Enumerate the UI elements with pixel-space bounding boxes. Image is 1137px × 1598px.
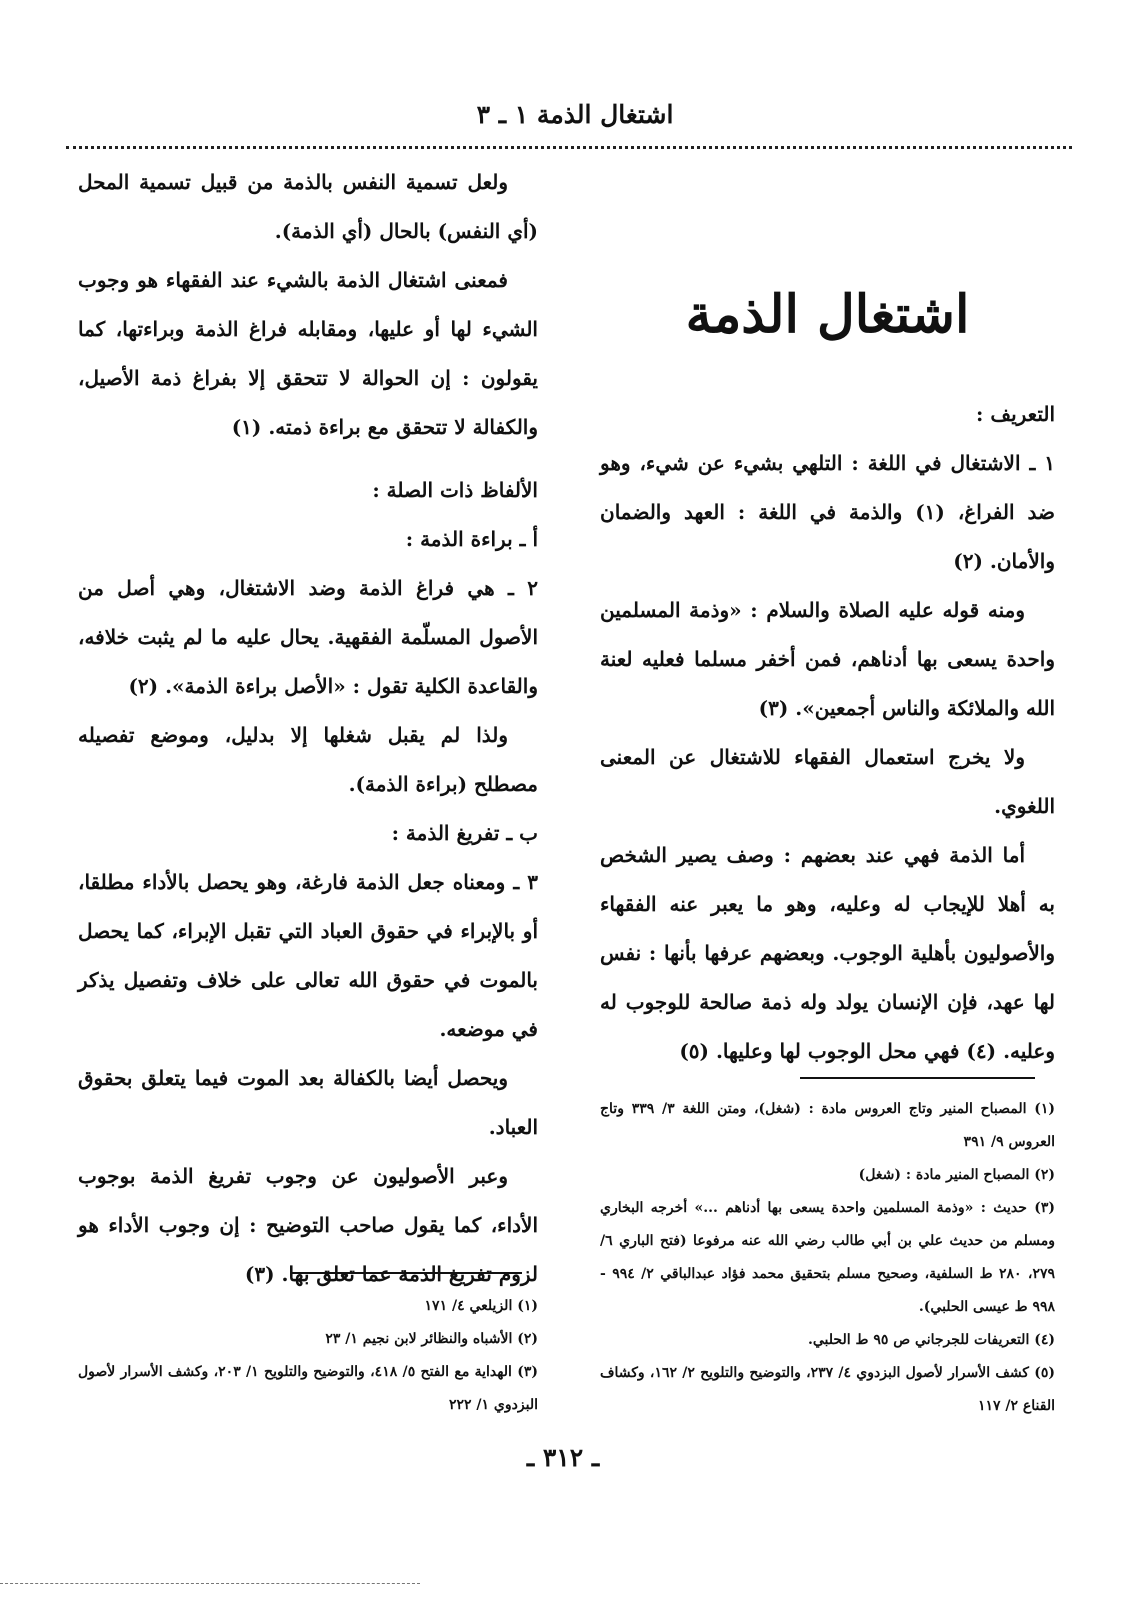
footnote-item: (٤) التعريفات للجرجاني ص ٩٥ ط الحلبي. xyxy=(808,1332,1055,1348)
tafrigh-paragraph: ويحصل أيضا بالكفالة بعد الموت فيما يتعلق بحقوق العباد. xyxy=(78,1066,538,1139)
right-footnote-divider xyxy=(800,1077,1035,1079)
page-number: ـ ٣١٢ ـ xyxy=(526,1443,600,1472)
left-footnote-divider xyxy=(292,1272,522,1274)
footnote-item: (٢) المصباح المنير مادة : (شغل) xyxy=(858,1167,1055,1183)
footnote-item: (١) الزيلعي ٤/ ١٧١ xyxy=(424,1298,538,1314)
naming-paragraph: ولعل تسمية النفس بالذمة من قبيل تسمية المحل (أي النفس) بالحال (أي الذمة). xyxy=(78,170,538,243)
footnote-item: (٢) الأشباه والنظائر لابن نجيم ١/ ٢٣ xyxy=(325,1331,538,1347)
tafrigh-paragraph: ٣ ـ ومعناه جعل الذمة فارغة، وهو يحصل بالأداء مطلقا، أو بالإبراء في حقوق العباد التي تقبل الإبراء، كما يحصل بالموت في حقوق الله تعالى على خلاف وتفصيل يذكر في موضعه. xyxy=(78,870,539,1041)
tafrigh-paragraph: وعبر الأصوليون عن وجوب تفريغ الذمة بوجوب الأداء، كما يقول صاحب التوضيح : إن وجوب الأداء هو لزوم تفريغ الذمة عما تعلق بها. (٣) xyxy=(78,1164,538,1286)
dhimma-definition-paragraph: أما الذمة فهي عند بعضهم : وصف يصير الشخص به أهلا للإيجاب له وعليه، وهو ما يعبر عنه الفقهاء والأصوليون بأهلية الوجوب. وبعضهم عرفها بأنها : نفس لها عهد، فإن الإنسان يولد وله ذمة صالحة للوجوب له وعليه. (٤) فهي محل الوجوب لها وعليها. (٥) xyxy=(600,843,1055,1063)
scan-edge-line xyxy=(0,1583,420,1584)
definition-paragraph: ١ ـ الاشتغال في اللغة : التلهي بشيء عن شيء، وهو ضد الفراغ، (١) والذمة في اللغة : العهد والضمان والأمان. (٢) xyxy=(600,451,1055,573)
footnote-item: (٣) حديث : «وذمة المسلمين واحدة يسعى بها أدناهم ...» أخرجه البخاري ومسلم من حديث علي بن أبي طالب رضي الله عنه مرفوعا (فتح الباري ٦/ ٢٧٩، ٢٨٠ ط السلفية، وصحيح مسلم بتحقيق محمد فؤاد عبدالباقي ٢/ ٩٩٤ - ٩٩٨ ط عيسى الحلبي). xyxy=(600,1200,1055,1315)
subheading-tafrigh: ب ـ تفريغ الذمة : xyxy=(391,821,538,845)
right-column-footnotes xyxy=(600,1093,1055,1423)
footnote-item: (١) المصباح المنير وتاج العروس مادة : (شغل)، ومتن اللغة ٣/ ٣٣٩ وتاج العروس ٩/ ٣٩١ xyxy=(600,1101,1055,1150)
meaning-paragraph: فمعنى اشتغال الذمة بالشيء عند الفقهاء هو وجوب الشيء لها أو عليها، ومقابله فراغ الذمة وبراءتها، كما يقولون : إن الحوالة لا تتحقق إلا بفراغ ذمة الأصيل، والكفالة لا تتحقق مع براءة ذمته. (١) xyxy=(78,268,538,439)
related-terms-heading: الألفاظ ذات الصلة : xyxy=(372,478,538,502)
bara-a-paragraph: ٢ ـ هي فراغ الذمة وضد الاشتغال، وهي أصل من الأصول المسلّمة الفقهية. يحال عليه ما لم يثبت خلافه، والقاعدة الكلية تقول : «الأصل براءة الذمة». (٢) xyxy=(78,576,538,698)
left-column-body xyxy=(78,158,538,1299)
usage-paragraph: ولا يخرج استعمال الفقهاء للاشتغال عن المعنى اللغوي. xyxy=(600,745,1055,818)
left-column-footnotes xyxy=(78,1290,538,1422)
subheading-bara-a: أ ـ براءة الذمة : xyxy=(405,527,538,551)
footnote-item: (٣) الهداية مع الفتح ٥/ ٤١٨، والتوضيح والتلويح ١/ ٢٠٣، وكشف الأسرار لأصول البزدوي ١/ ٢٢٢ xyxy=(78,1364,538,1413)
footnote-item: (٥) كشف الأسرار لأصول البزدوي ٤/ ٢٣٧، والتوضيح والتلويح ٢/ ١٦٢، وكشاف القناع ٢/ ١١٧ xyxy=(600,1365,1055,1414)
article-title: اشتغال الذمة xyxy=(685,284,970,345)
header-divider xyxy=(66,146,1072,149)
running-header: اشتغال الذمة ١ ـ ٣ xyxy=(476,100,674,129)
right-column-body xyxy=(600,390,1055,1076)
definition-heading: التعريف : xyxy=(976,402,1055,426)
hadith-paragraph: ومنه قوله عليه الصلاة والسلام : «وذمة المسلمين واحدة يسعى بها أدناهم، فمن أخفر مسلما فعليه لعنة الله والملائكة والناس أجمعين». (٣) xyxy=(600,598,1055,720)
bara-a-paragraph: ولذا لم يقبل شغلها إلا بدليل، وموضع تفصيله مصطلح (براءة الذمة). xyxy=(78,723,538,796)
